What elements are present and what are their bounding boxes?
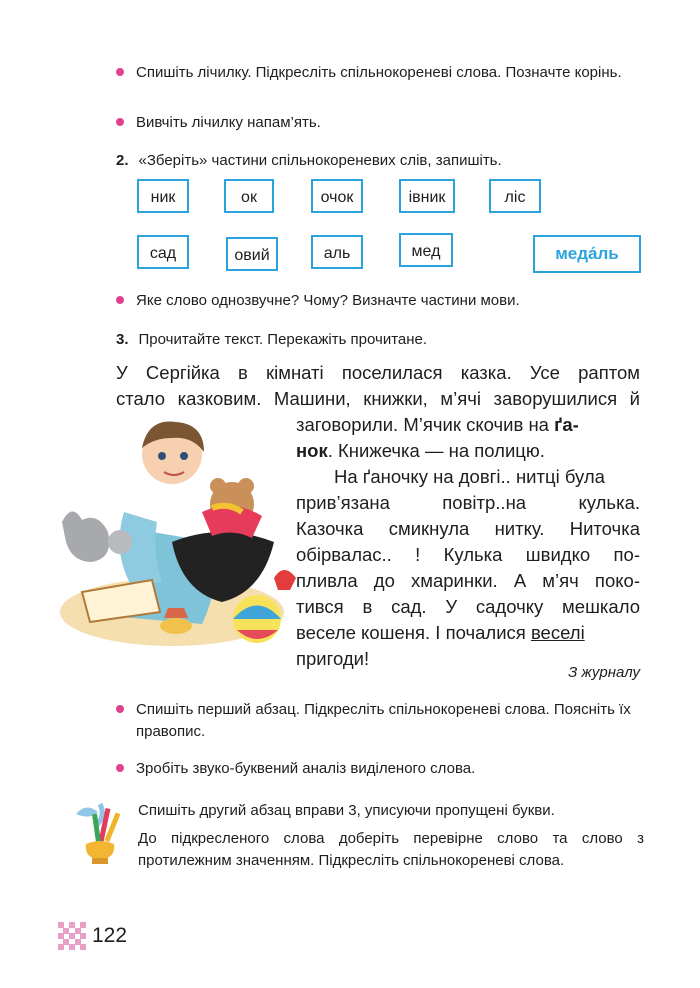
story-line: стало казковим. Машини, книжки, м’ячі заворушилися й <box>116 388 640 409</box>
bullet-dot <box>116 764 124 772</box>
story-line: обірвалас.. ! Кулька швидко по- <box>296 544 640 565</box>
story-line: У Сергійка в кімнаті поселилася казка. Усе раптом <box>116 362 640 383</box>
bullet-dot <box>116 118 124 126</box>
bullet-item <box>116 699 644 743</box>
bullet-text: Спишіть лічилку. Підкресліть спільнокореневі слова. Позначте корінь. <box>136 64 622 81</box>
task-number: 3. <box>116 331 129 348</box>
page-ornament-icon <box>56 920 88 952</box>
bullet-text: Яке слово однозвучне? Чому? Визначте частини мови. <box>136 292 520 309</box>
word-part-box: ок <box>224 179 274 213</box>
boy-with-toys-illustration <box>52 412 296 652</box>
example-answer-box: меда́ль <box>533 235 641 273</box>
creative-task-icon <box>72 798 128 868</box>
story-line: Казочка смикнула нитку. Ниточка <box>296 518 640 539</box>
task-2-heading <box>116 150 644 172</box>
word-part-box: івник <box>399 179 455 213</box>
word-part-box: ник <box>137 179 189 213</box>
story-text-run: веселе кошеня. І почалися <box>296 622 531 643</box>
bullet-item <box>116 62 644 84</box>
story-line <box>296 438 545 465</box>
task-text: «Зберіть» частини спільнокореневих слів, запишіть. <box>138 152 502 169</box>
bullet-dot <box>116 296 124 304</box>
text-source: З журналу <box>568 664 640 681</box>
story-line: прив’язана повітр..на кулька. <box>296 492 640 513</box>
task-3-heading <box>116 329 644 351</box>
story-line: На ґаночку на довгі.. нитці була <box>334 466 605 487</box>
word-part-box: сад <box>137 235 189 269</box>
bullet-text: Зробіть звуко-буквений аналіз виділеного слова. <box>136 760 476 777</box>
story-line <box>296 412 579 439</box>
story-text-run: заговорили. М’ячик скочив на <box>296 414 549 435</box>
underlined-word: веселі <box>530 622 585 643</box>
story-line <box>296 620 585 647</box>
story-line: тився в сад. У садочку мешкало <box>296 596 640 617</box>
highlighted-word: нок <box>296 440 328 461</box>
word-part-box: овий <box>226 237 278 271</box>
bullet-text: Спишіть перший абзац. Підкресліть спільнокореневі слова. Поясніть їх правопис. <box>136 701 631 740</box>
bullet-text: Вивчіть лічилку напам’ять. <box>136 114 321 131</box>
bullet-item <box>116 758 644 780</box>
story-text-run: . Книжечка — на полицю. <box>327 440 545 461</box>
creative-task-line-2: До підкресленого слова доберіть перевірне слово та слово з протилежним значенням. Підкресліть спільнокореневі слова. <box>138 830 644 869</box>
word-part-box: ліс <box>489 179 541 213</box>
word-part-box: очок <box>311 179 363 213</box>
word-part-box: мед <box>399 233 453 267</box>
creative-task-line-1: Спишіть другий абзац вправи 3, уписуючи пропущені букви. <box>138 802 555 819</box>
bullet-item <box>116 290 644 312</box>
page-number: 122 <box>92 924 128 947</box>
bullet-item <box>116 112 644 134</box>
task-number: 2. <box>116 152 129 169</box>
highlighted-word: ґа- <box>554 414 579 435</box>
bullet-dot <box>116 68 124 76</box>
word-part-box: аль <box>311 235 363 269</box>
bullet-dot <box>116 705 124 713</box>
story-line: пригоди! <box>296 648 370 669</box>
task-text: Прочитайте текст. Перекажіть прочитане. <box>138 331 428 348</box>
story-line: пливла до хмаринки. А м’яч поко- <box>296 570 640 591</box>
